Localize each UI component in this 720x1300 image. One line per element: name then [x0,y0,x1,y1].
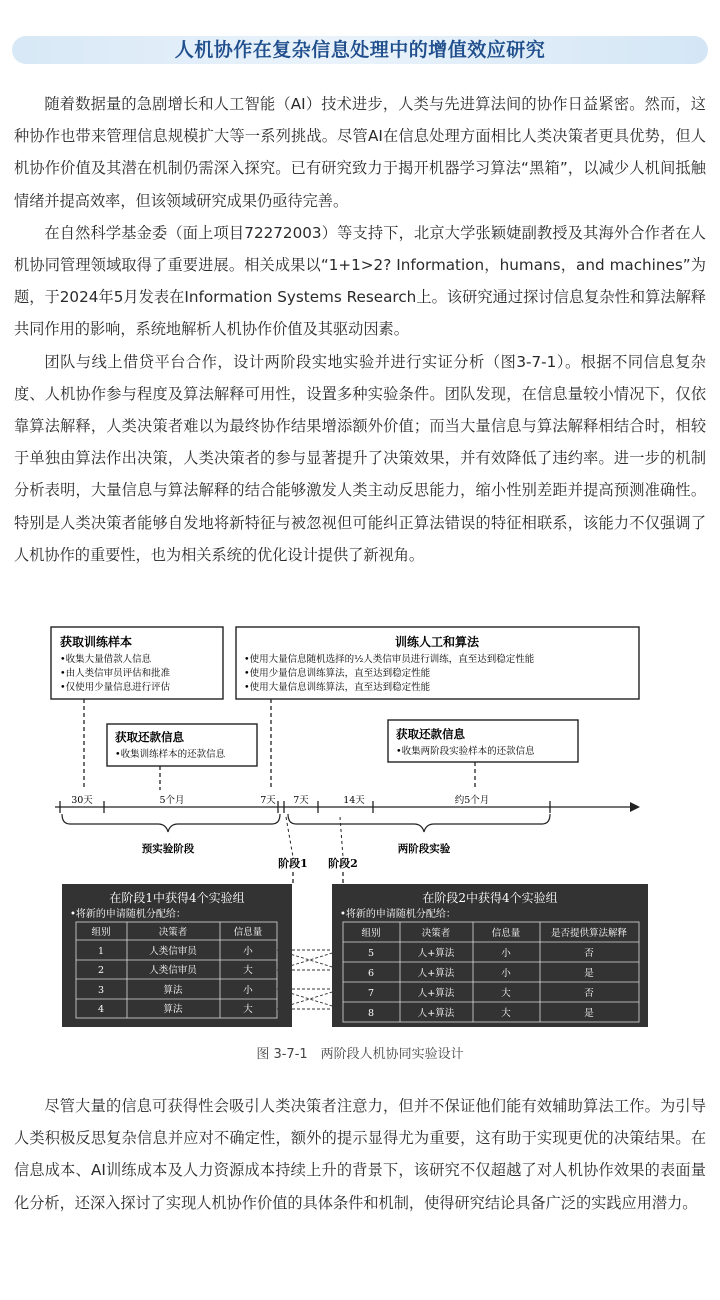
paragraph-4: 尽管大量的信息可获得性会吸引人类决策者注意力，但并不保证他们能有效辅助算法工作。为引导人类积极反思复杂信息并应对不确定性，额外的提示显得尤为重要，这有助于实现更优的决策结果。在信息成本、AI训练成本及人力资源成本持续上升的背景下，该研究不仅超越了对人机协作效果的表面量化分析，还深入探讨了实现人机协作价值的具体条件和机制，使得研究结论具备广泛的实践应用潜力。 [14,1097,706,1212]
timeline-label: 约5个月 [454,795,490,806]
stage-1-cell: 4 [97,1004,105,1015]
box-train-sample-item: •由人类信审员评估和批准 [60,668,171,679]
intro-text [14,88,706,571]
stage-1-cell: 大 [243,1004,253,1015]
timeline-label: 5个月 [159,795,185,806]
box-repay-1-item: •收集训练样本的还款信息 [115,749,226,760]
conclusion-text [14,1090,706,1219]
stage-1-cell: 3 [97,985,105,996]
stage-2-cell: 5 [367,948,375,959]
box-train-human-algo-item: •使用大量信息随机选择的½人类信审员进行训练，直至达到稳定性能 [244,654,535,665]
stage-1-header: 决策者 [158,927,188,938]
stage-2-cell: 否 [584,948,594,959]
stage-2-cell: 8 [367,1008,375,1019]
box-repay-2-item: •收集两阶段实验样本的还款信息 [396,746,535,757]
stage-1-title: 在阶段1中获得4个实验组 [109,891,245,905]
stage-2-cell: 否 [584,988,594,999]
figure-caption: 图 3-7-1 两阶段人机协同实验设计 [256,1047,464,1062]
stage-1-cell: 人类信审员 [149,946,197,957]
stage-2-header: 决策者 [421,928,451,939]
box-train-sample-item: •收集大量借款人信息 [60,654,152,665]
stage-2-cell: 人+算法 [417,1008,455,1019]
stage-1-cell: 大 [243,965,253,976]
phase-label-two-stage: 两阶段实验 [397,843,451,855]
stage-1-cell: 小 [243,985,253,996]
stage-1-cell: 算法 [163,1004,183,1015]
stage-1-subtitle: •将新的申请随机分配给： [70,909,186,920]
timeline-label: 30天 [71,795,93,806]
box-train-human-algo-title: 训练人工和算法 [394,635,480,649]
stage-2-header: 组别 [361,928,381,939]
stage-2-cell: 6 [367,968,375,979]
box-train-sample-item: •仅使用少量信息进行评估 [60,682,171,693]
stage-1-cell: 1 [97,946,105,957]
stage-2-header: 信息量 [491,928,521,939]
stage-2-cell: 人+算法 [417,968,455,979]
timeline-label: 14天 [343,795,365,806]
figure-diagram [50,622,690,1032]
stage-2-label: 阶段2 [328,857,358,870]
stage-2-header: 是否提供算法解释 [550,928,628,939]
phase-label-pre: 预实验阶段 [141,843,195,855]
stage-2-cell: 7 [367,988,375,999]
paragraph-2: 在自然科学基金委（面上项目72272003）等支持下，北京大学张颖婕副教授及其海外合作者在人机协同管理领域取得了重要进展。相关成果以“1+1>2? Information，humans，and machines”为题，于2024年5月发表在Information Systems Research上。该研究通过探讨信息复杂性和算法解释共同作用的影响，系统地解析人机协作价值及其驱动因素。 [14,223,706,339]
stage-2-cell: 是 [584,1008,594,1019]
title-banner [12,36,708,64]
stage-2-subtitle: •将新的申请随机分配给： [340,909,456,920]
stage-2-cell: 大 [501,988,511,999]
stage-2-cell: 是 [584,968,594,979]
timeline-label: 7天 [260,795,276,806]
stage-1-cell: 算法 [163,985,183,996]
stage-2-cell: 人+算法 [417,988,455,999]
stage-1-header: 信息量 [233,927,263,938]
stage-1-cell: 小 [243,946,253,957]
box-train-human-algo-item: •使用大量信息训练算法，直至达到稳定性能 [244,682,431,693]
stage-2-cell: 大 [501,1008,511,1019]
timeline-label: 7天 [293,795,309,806]
stage-1-label: 阶段1 [278,857,308,870]
stage-1-cell: 2 [97,965,105,976]
page-title: 人机协作在复杂信息处理中的增值效应研究 [174,39,546,61]
stage-2-cell: 人+算法 [417,948,455,959]
paragraph-3: 团队与线上借贷平台合作，设计两阶段实地实验并进行实证分析（图3-7-1）。根据不同信息复杂度、人机协作参与程度及算法解释可用性，设置多种实验条件。团队发现，在信息量较小情况下，仅依靠算法解释，人类决策者难以为最终协作结果增添额外价值；而当大量信息与算法解释相结合时，相较于单独由算法作出决策，人类决策者的参与显著提升了决策效果，并有效降低了违约率。进一步的机制分析表明，大量信息与算法解释的结合能够激发人类主动反思能力，缩小性别差距并提高预测准确性。特别是人类决策者能够自发地将新特征与被忽视但可能纠正算法错误的特征相联系，该能力不仅强调了人机协作的重要性，也为相关系统的优化设计提供了新视角。 [14,352,706,564]
box-repay-1-title: 获取还款信息 [115,730,184,744]
box-train-sample-title: 获取训练样本 [60,635,133,649]
stage-2-cell: 小 [501,948,511,959]
stage-2-cell: 小 [501,968,511,979]
box-repay-2-title: 获取还款信息 [396,727,465,741]
stage-1-cell: 人类信审员 [149,965,197,976]
box-train-human-algo-item: •使用少量信息训练算法，直至达到稳定性能 [244,668,431,679]
stage-1-header: 组别 [91,927,111,938]
paragraph-1: 随着数据量的急剧增长和人工智能（AI）技术进步，人类与先进算法间的协作日益紧密。然而，这种协作也带来管理信息规模扩大等一系列挑战。尽管AI在信息处理方面相比人类决策者更具优势，但人机协作价值及其潜在机制仍需深入探究。已有研究致力于揭开机器学习算法“黑箱”，以减少人机间抵触情绪并提高效率，但该领域研究成果仍亟待完善。 [14,95,706,210]
stage-2-title: 在阶段2中获得4个实验组 [422,891,558,905]
